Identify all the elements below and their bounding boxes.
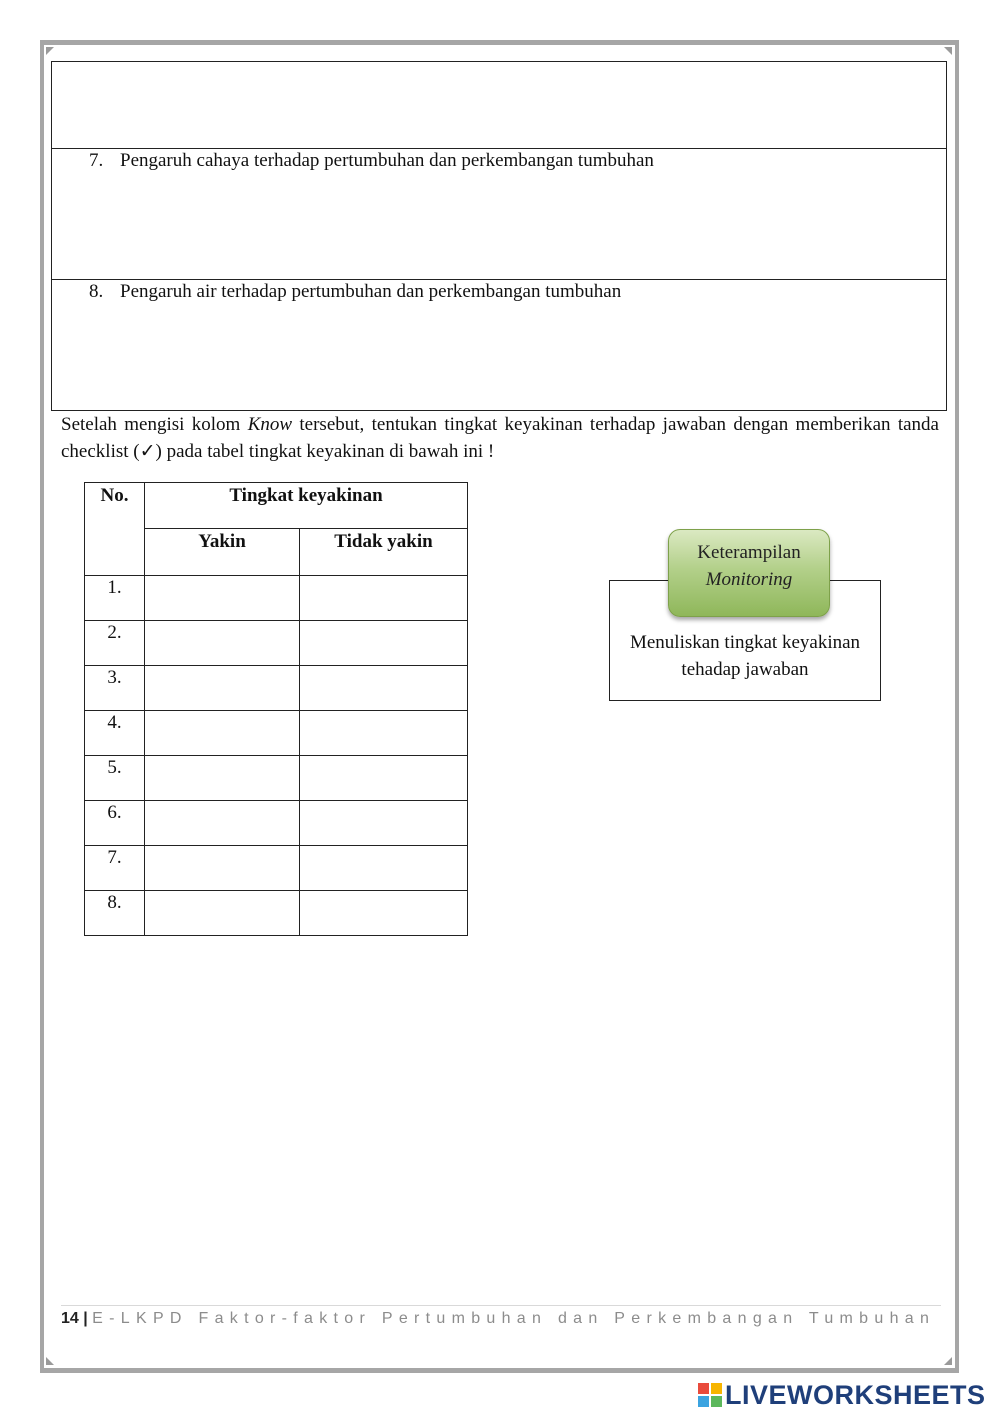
table-row (85, 666, 468, 711)
skill-description: Menuliskan tingkat keyakinan tehadap jawaban (629, 632, 861, 680)
checkbox-tidak-yakin[interactable] (300, 621, 468, 666)
header-tidak-yakin: Tidak yakin (300, 529, 468, 576)
checkbox-yakin[interactable] (145, 891, 300, 936)
checkbox-tidak-yakin[interactable] (300, 801, 468, 846)
checkbox-tidak-yakin[interactable] (300, 891, 468, 936)
row-number: 2. (85, 621, 145, 666)
question-8 (89, 281, 621, 303)
header-tingkat-keyakinan: Tingkat keyakinan (145, 483, 468, 529)
footer-title: E-LKPD Faktor-faktor Pertumbuhan dan Perkembangan Tumbuhan (92, 1310, 936, 1327)
instruction-text: tersebut, tentukan tingkat keyakinan terhadap jawaban dengan memberikan tanda checklist (✓) pada tabel tingkat keyakinan di bawah ini ! (61, 414, 939, 462)
question-text: Pengaruh cahaya terhadap pertumbuhan dan perkembangan tumbuhan (120, 150, 654, 171)
row-number: 1. (85, 576, 145, 621)
question-number: 8. (89, 281, 104, 302)
brand-name: LIVEWORKSHEETS (725, 1380, 986, 1410)
row-number: 7. (85, 846, 145, 891)
question-text: Pengaruh air terhadap pertumbuhan dan perkembangan tumbuhan (120, 281, 622, 302)
footer-divider (61, 1305, 941, 1306)
question-7 (89, 150, 654, 172)
skill-label-emphasis: Monitoring (705, 569, 793, 590)
page-number: 14 | (61, 1310, 88, 1327)
checkbox-tidak-yakin[interactable] (300, 666, 468, 711)
header-no: No. (85, 483, 145, 576)
frame-corner-bottom-right (944, 1357, 952, 1365)
table-row (85, 801, 468, 846)
checkbox-tidak-yakin[interactable] (300, 576, 468, 621)
instruction-paragraph (61, 411, 939, 465)
row-number: 4. (85, 711, 145, 756)
question-number: 7. (89, 150, 104, 171)
frame-corner-top-left (46, 47, 54, 55)
checkbox-yakin[interactable] (145, 711, 300, 756)
checkbox-tidak-yakin[interactable] (300, 756, 468, 801)
page-footer (61, 1310, 935, 1328)
page-frame-bottom (41, 1368, 959, 1373)
table-row (85, 711, 468, 756)
liveworksheets-logo (698, 1380, 986, 1411)
table-row (85, 621, 468, 666)
instruction-text: Setelah mengisi kolom (61, 414, 248, 435)
table-row (85, 891, 468, 936)
frame-corner-top-right (944, 47, 952, 55)
checkbox-yakin[interactable] (145, 621, 300, 666)
checkbox-tidak-yakin[interactable] (300, 711, 468, 756)
checkbox-yakin[interactable] (145, 666, 300, 711)
checkbox-yakin[interactable] (145, 801, 300, 846)
page-frame-left (40, 40, 44, 1373)
checkbox-yakin[interactable] (145, 576, 300, 621)
page-frame-top (41, 40, 959, 45)
checkbox-tidak-yakin[interactable] (300, 846, 468, 891)
row-number: 8. (85, 891, 145, 936)
row-number: 3. (85, 666, 145, 711)
skill-badge (668, 529, 830, 617)
liveworksheets-icon (698, 1383, 722, 1407)
table-row (85, 576, 468, 621)
checkbox-yakin[interactable] (145, 846, 300, 891)
page-frame-right (955, 40, 959, 1373)
confidence-table (84, 482, 468, 936)
header-yakin: Yakin (145, 529, 300, 576)
checkbox-yakin[interactable] (145, 756, 300, 801)
skill-label: Keterampilan (697, 542, 801, 563)
table-row (85, 756, 468, 801)
table-row (85, 846, 468, 891)
frame-corner-bottom-left (46, 1357, 54, 1365)
instruction-emphasis: Know (247, 414, 293, 435)
answer-box-6[interactable] (51, 61, 947, 149)
row-number: 5. (85, 756, 145, 801)
row-number: 6. (85, 801, 145, 846)
